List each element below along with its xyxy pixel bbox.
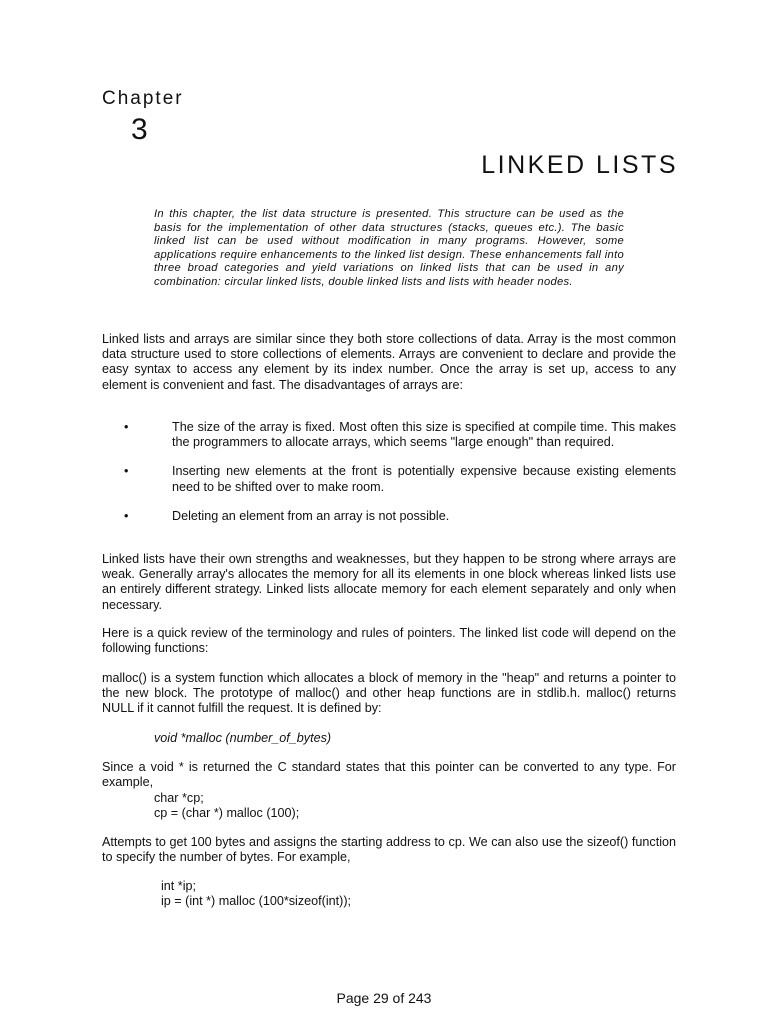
list-item [102,509,676,524]
page-number: Page 29 of 243 [336,990,432,1006]
chapter-label: Chapter [102,88,184,109]
bullet-icon: • [124,464,129,479]
malloc-prototype: void *malloc (number_of_bytes) [154,731,332,745]
bullet-icon: • [124,508,129,523]
paragraph-sizeof: Attempts to get 100 bytes and assigns the starting address to cp. We can also use the sizeof() function to specify the number of bytes. For example, [102,835,676,865]
chapter-title: LINKED LISTS [481,151,678,179]
list-item [102,420,676,450]
list-item-text: Deleting an element from an array is not possible. [172,508,450,523]
list-item-text: Inserting new elements at the front is potentially expensive because existing elements need to be shifted over to make room. [172,464,676,494]
list-item-text: The size of the array is fixed. Most often this size is specified at compile time. This makes the programmers to allocate arrays, which seems "large enough" than required. [172,420,676,450]
paragraph-pointers-review: Here is a quick review of the terminology and rules of pointers. The linked list code will depend on the following functions: [102,626,676,656]
list-item [102,464,676,494]
paragraph-void-pointer: Since a void * is returned the C standard states that this pointer can be converted to any type. For example, [102,760,676,790]
paragraph-linked-lists-strengths: Linked lists have their own strengths and weaknesses, but they happen to be strong where arrays are weak. Generally array's allocates the memory for all its elements in one block whereas linked lists use an entirely different strategy. Linked lists allocate memory for each element separately and only when necessary. [102,552,676,612]
paragraph-arrays-intro: Linked lists and arrays are similar since they both store collections of data. Array is the most common data structure used to store collections of elements. Arrays are convenient to declare and provide the easy syntax to access any element by its index number. Once the array is set up, access to any element is convenient and fast. The disadvantages of arrays are: [102,332,676,392]
code-example-char: char *cp; cp = (char *) malloc (100); [154,791,300,821]
code-example-int: int *ip; ip = (int *) malloc (100*sizeof(int)); [161,879,352,909]
paragraph-malloc: malloc() is a system function which allocates a block of memory in the "heap" and returns a pointer to the new block. The prototype of malloc() and other heap functions are in stdlib.h. malloc() returns NULL if it cannot fulfill the request. It is defined by: [102,671,676,716]
disadvantages-list [102,420,676,538]
chapter-abstract: In this chapter, the list data structure is presented. This structure can be used as the basis for the implementation of other data structures (stacks, queues etc.). The basic linked list can be used without modification in many programs. However, some applications require enhancements to the linked list design. These enhancements fall into three broad categories and yield variations on linked lists that can be used in any combination: circular linked lists, double linked lists and lists with header nodes. [154,208,624,288]
chapter-number: 3 [131,113,148,146]
bullet-icon: • [124,420,129,434]
